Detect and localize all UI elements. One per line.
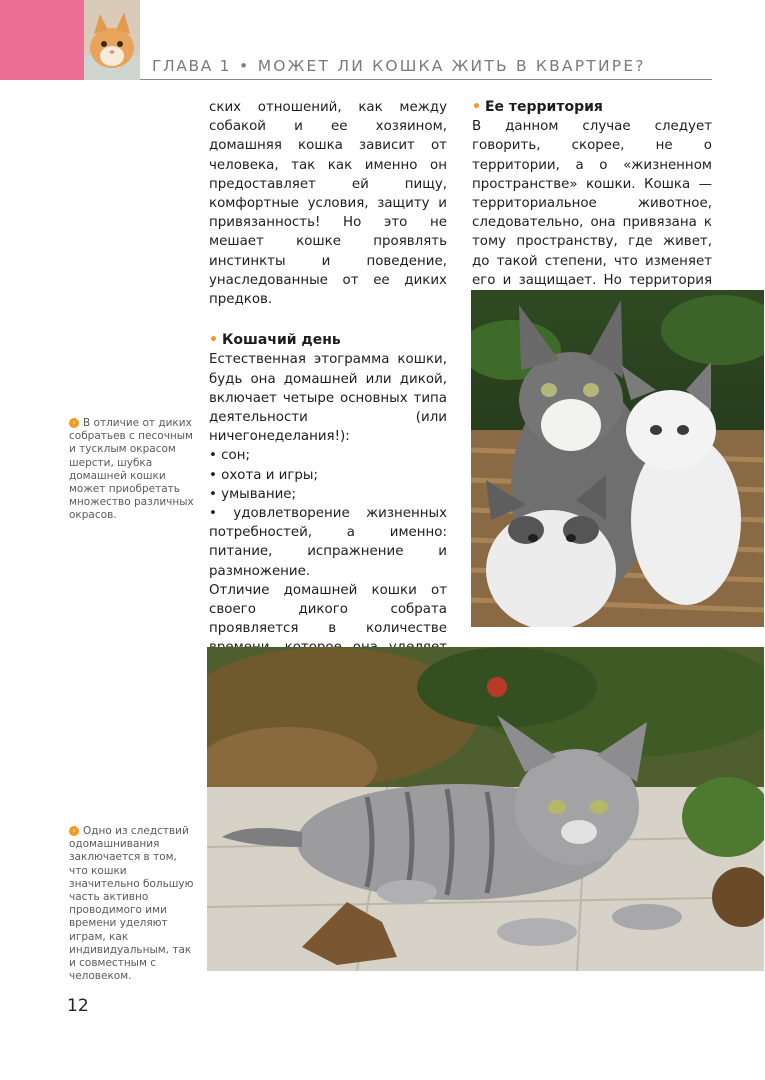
list-item: • охота и игры;	[209, 467, 319, 483]
chapter-heading	[152, 57, 646, 75]
chapter-title: МОЖЕТ ЛИ КОШКА ЖИТЬ В КВАРТИРЕ?	[257, 57, 646, 75]
separator-dot-icon: •	[238, 57, 250, 75]
territory-paragraph: В данном случае следует говорить, скорее, не о территории, а о «жизненном пространстве» кошки. Кошка — территориальное животное, следовательно, она привязана к тому пространству, где живет, до такой степени, что изменяет его и защищает. Но территория	[472, 119, 712, 288]
header-color-block	[0, 0, 84, 80]
photo-kittens-in-basket	[471, 290, 764, 627]
orange-bullet-icon: •	[209, 332, 218, 349]
list-item: • сон;	[209, 448, 250, 464]
list-item: • умывание;	[209, 486, 297, 502]
arrow-right-icon: ›	[69, 418, 79, 428]
orange-bullet-icon: •	[472, 99, 481, 115]
section-heading-territory: • Ее территория	[472, 99, 603, 115]
caption-coat-colors: › В отличие от диких собратьев с песочным и тусклым окрасом шерсти, шубка домашней кошки может приобретать множество различных окрасов.	[69, 417, 194, 522]
photo-grey-tabby-cat	[207, 647, 764, 971]
caption-domestication: › Одно из следствий одомашнивания заключается в том, что кошки значительно большую часть активно проводимого ими времени уделяют играм, как индивидуальным, так и совместным с человеком.	[69, 825, 194, 983]
page-number: 12	[67, 996, 89, 1016]
arrow-right-icon: ›	[69, 826, 79, 836]
chapter-label: ГЛАВА 1	[152, 57, 231, 75]
section-intro-paragraph: Естественная этограмма кошки, будь она домашней или дикой, включает четыре основных типа деятельности (или ничегонеделания!):	[209, 352, 447, 445]
section-heading-cat-day: • Кошачий день	[209, 332, 341, 349]
list-item: • удовлетворение жизненных потребностей, а именно: питание, испражнение и размножение.	[209, 506, 447, 579]
header-rule	[140, 79, 712, 80]
intro-paragraph: ских отношений, как между собакой и ее хозяином, домашняя кошка зависит от человека, так как именно он предоставляет ей пищу, комфортные условия, защиту и привязанность! Но это не мешает кошке проявлять инстинкты и поведение, унаследованные от ее диких предков.	[209, 100, 447, 308]
header-kitten-thumbnail	[84, 0, 140, 80]
closing-paragraph: Отличие домашней кошки от своего дикого собрата проявляется в количестве	[209, 582, 447, 637]
